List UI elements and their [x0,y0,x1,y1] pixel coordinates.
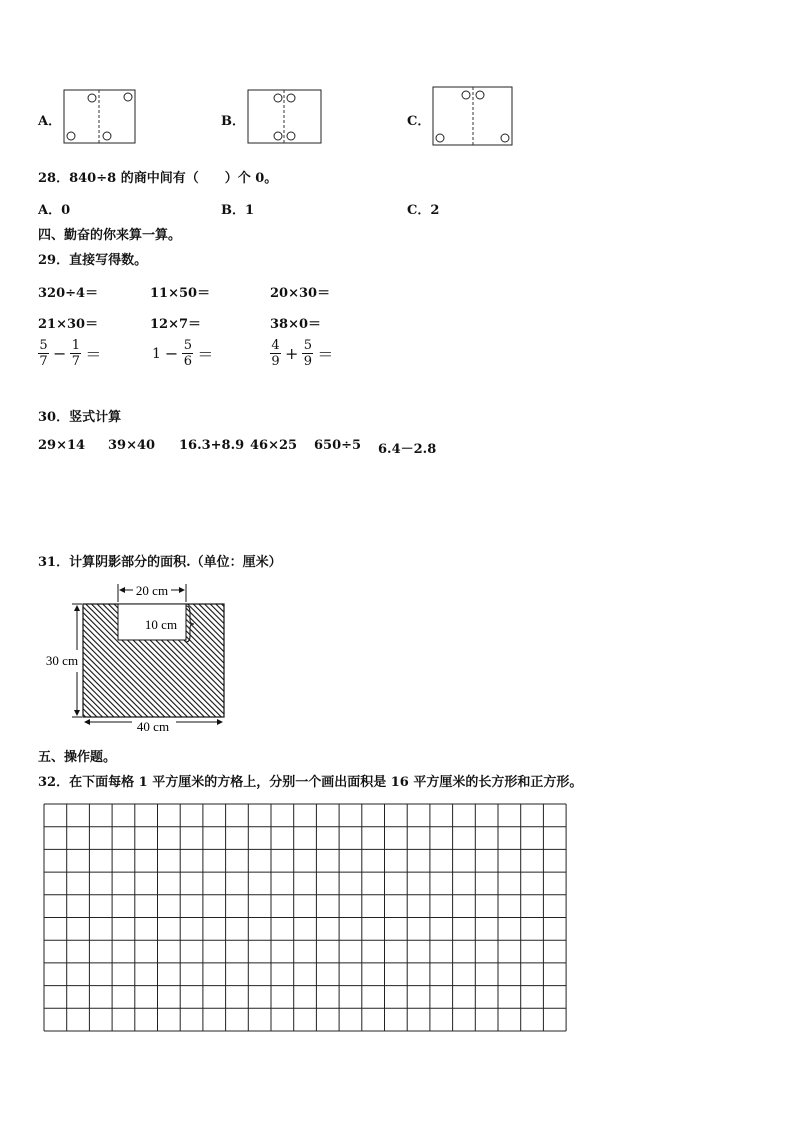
fraction: $\frac{5}{6}$ [183,338,192,369]
q27-option-c-label: C． [407,114,431,129]
q27-option-b-label: B． [221,114,245,129]
q32-question: 32．在下面每格 1 平方厘米的方格上，分别一个画出面积是 16 平方厘米的长方形和正方形。 [38,775,583,790]
q30-item-5: 650÷5 [314,438,362,453]
q30-item-1: 29×14 [38,438,86,453]
q29-item-5: 12×7＝ [150,317,202,332]
q29-fraction-item-2: 1 − $\frac{5}{6}$ ＝ [152,338,214,369]
q29-fraction-item-1: $\frac{5}{7}$ − $\frac{1}{7}$ ＝ [39,338,102,369]
q31-question: 31．计算阴影部分的面积.（单位：厘米） [38,555,282,570]
q29-question: 29．直接写得数。 [38,253,148,268]
fraction: $\frac{5}{7}$ [39,338,48,369]
q27-option-c-figure [432,86,514,147]
q30-item-4: 46×25 [250,438,298,453]
q29-item-6: 38×0＝ [270,317,322,332]
q29-item-3: 20×30＝ [270,286,331,301]
q31-bottom-dimension-label: 40 cm [136,719,170,734]
q31-notch-dimension-label: 10 cm [144,617,178,632]
q29-item-4: 21×30＝ [38,317,99,332]
q32-square-grid [43,803,569,1034]
fraction: $\frac{5}{9}$ [303,338,313,369]
q27-option-a-figure [63,89,137,145]
q29-fraction-item-3: $\frac{4}{9}$ + $\frac{5}{9}$ ＝ [271,338,334,369]
q31-shaded-figure [40,576,240,738]
q28-option-b: B．1 [221,203,255,218]
q31-left-dimension-label: 30 cm [45,653,79,668]
section-4-heading: 四、勤奋的你来算一算。 [38,228,182,243]
section-5-heading: 五、操作题。 [38,750,117,765]
q30-question: 30．竖式计算 [38,410,122,425]
q28-option-c: C．2 [407,203,440,218]
q30-item-6: 6.4－2.8 [378,442,437,457]
q30-item-3: 16.3+8.9 [179,438,245,453]
q29-item-1: 320÷4＝ [38,286,99,301]
q27-option-a-label: A． [38,114,62,129]
q27-option-b-figure [247,89,323,145]
q28-question: 28．840÷8 的商中间有（ ）个 0。 [38,171,278,186]
q28-option-a: A．0 [38,203,71,218]
q31-top-dimension-label: 20 cm [135,583,169,598]
fraction: $\frac{4}{9}$ [271,338,280,369]
fraction: $\frac{1}{7}$ [71,338,81,369]
q30-item-2: 39×40 [108,438,156,453]
q29-item-2: 11×50＝ [150,286,211,301]
